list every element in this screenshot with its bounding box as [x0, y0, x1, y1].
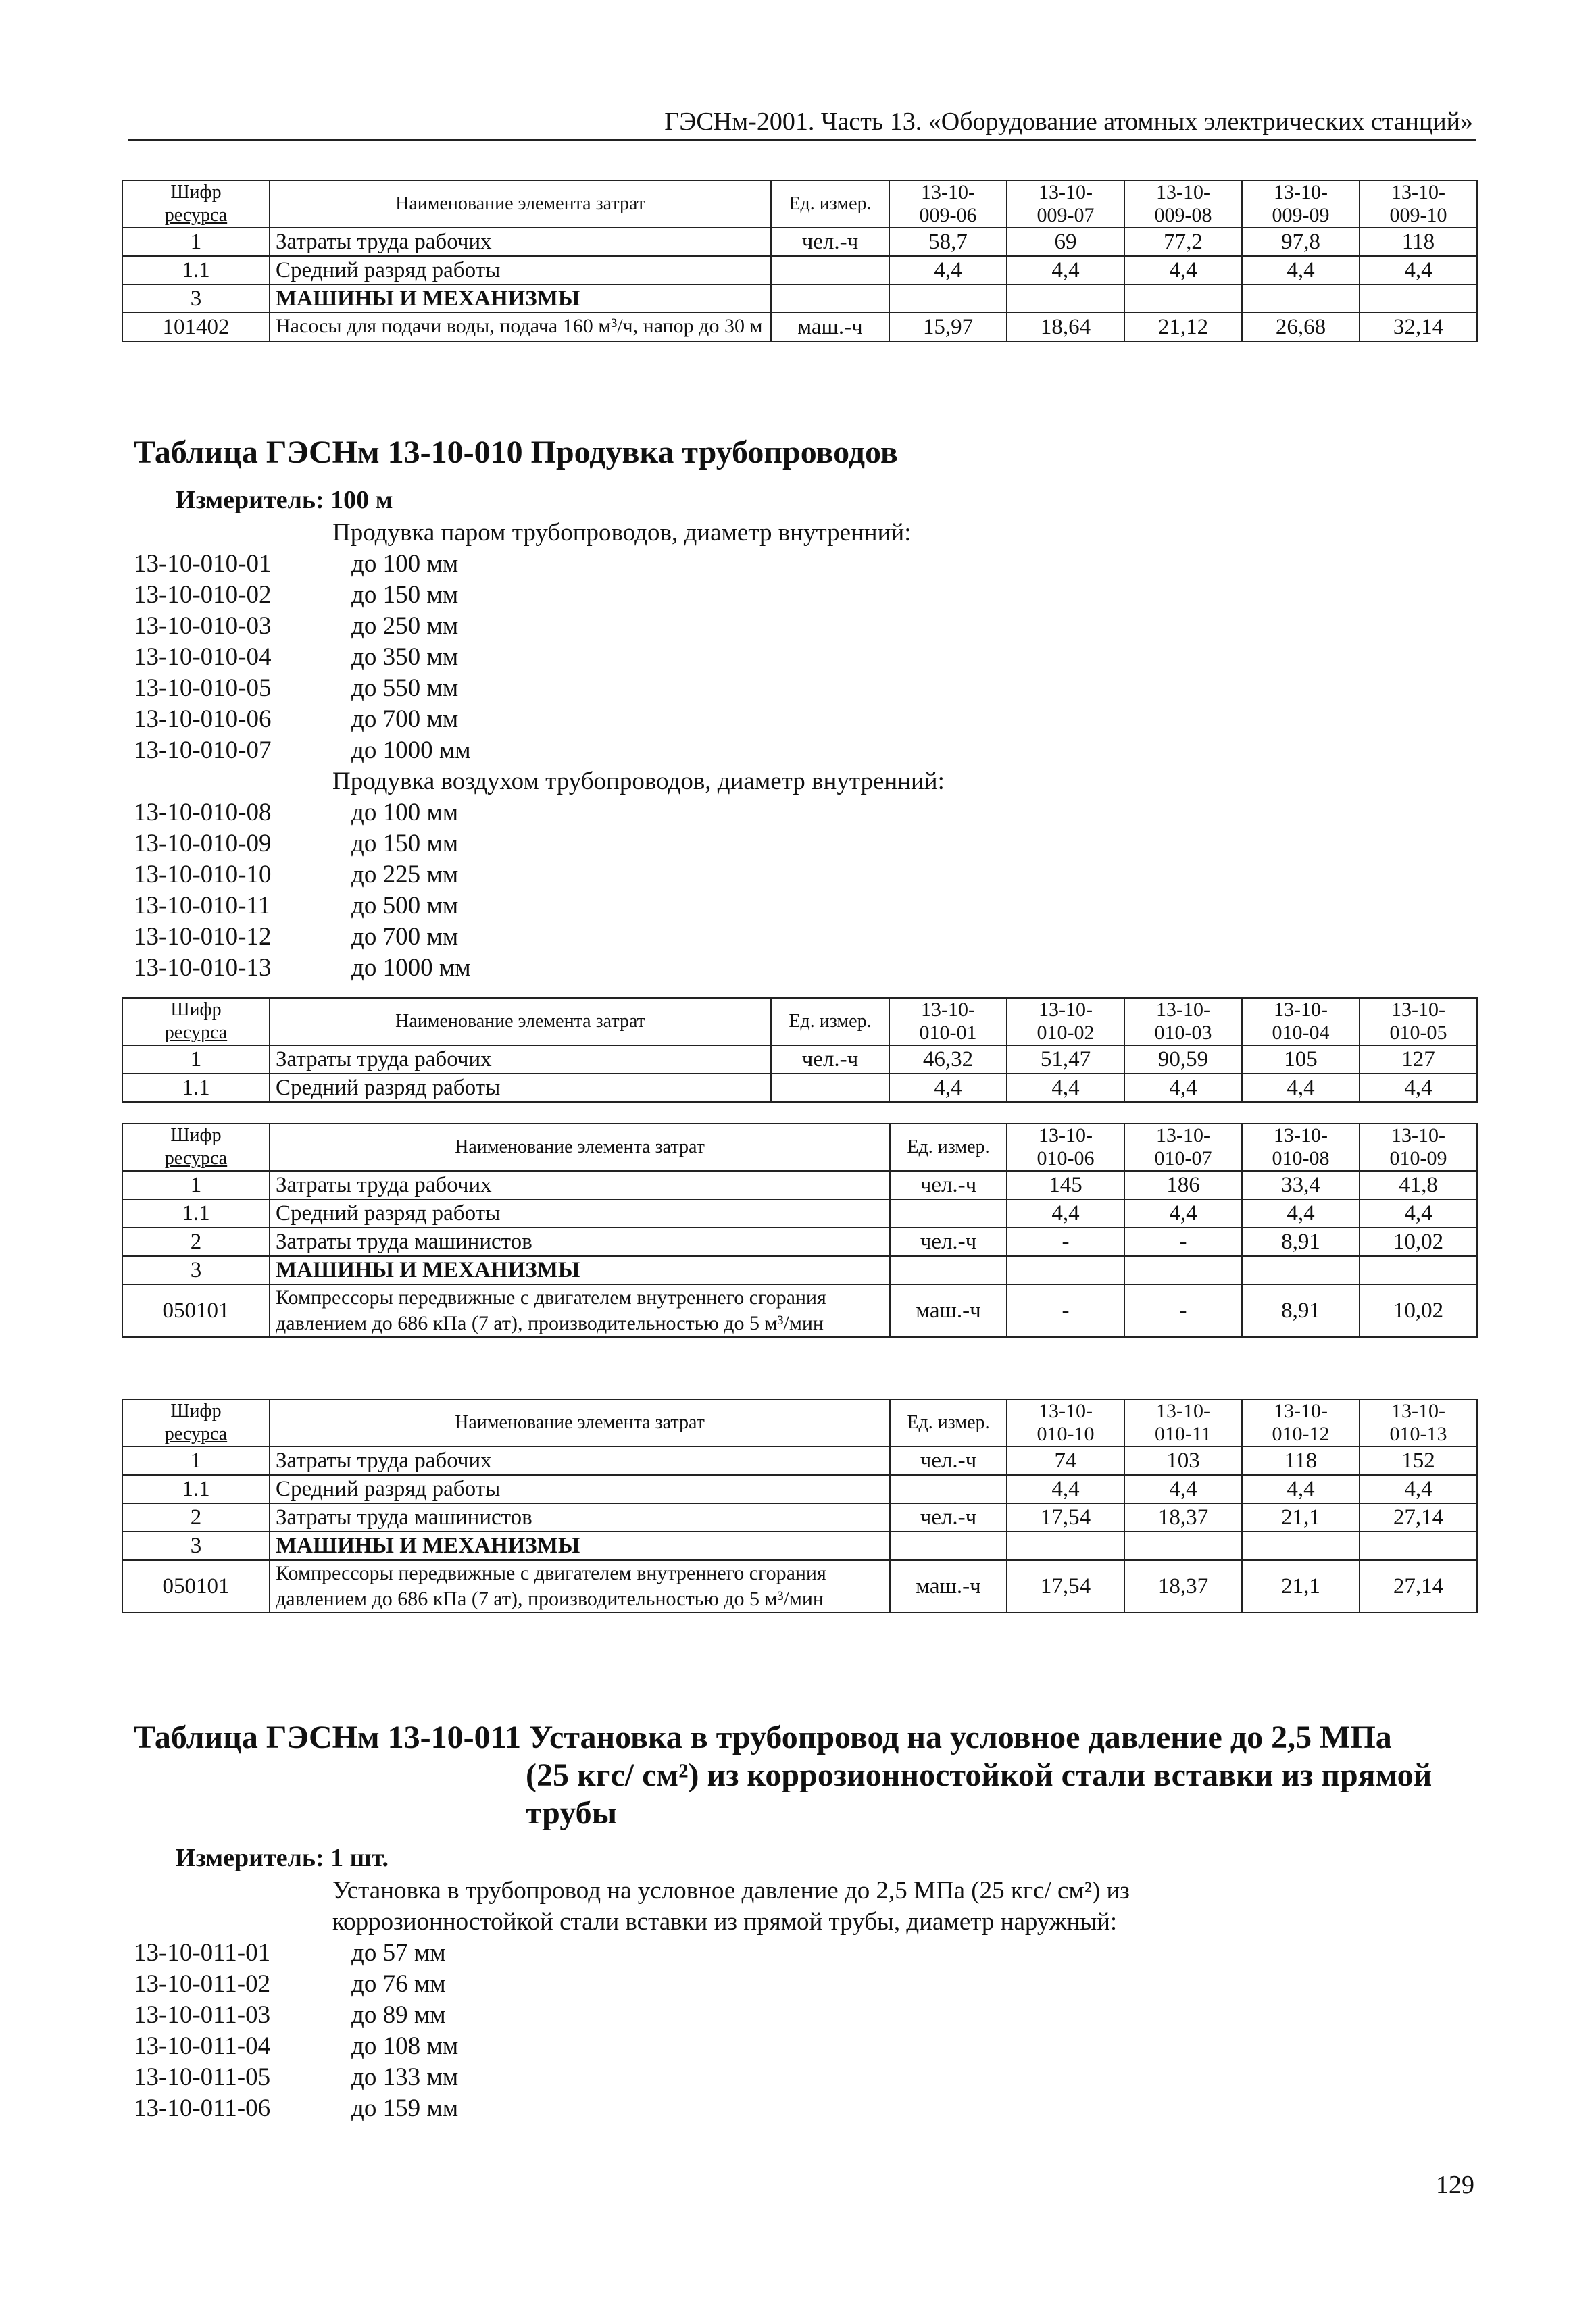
row-value-2: 4,4: [1124, 1074, 1242, 1102]
row-unit: чел.-ч: [771, 1045, 889, 1074]
header-shifr-bottom: ресурса: [164, 1022, 228, 1043]
header-unit: Ед. измер.: [771, 998, 889, 1045]
header-code-bottom: 010-11: [1155, 1423, 1212, 1445]
row-value-0: 17,54: [1007, 1560, 1124, 1613]
row-name: Компрессоры передвижные с двигателем внутреннего сгорания давлением до 686 кПа (7 ат), производительностью до 5 м³/мин: [270, 1560, 890, 1613]
header-shifr-bottom: ресурса: [164, 205, 228, 226]
row-value-3: [1360, 1532, 1477, 1560]
header-code-bottom: 009-09: [1272, 204, 1330, 226]
page-header: ГЭСНм-2001. Часть 13. «Оборудование атомных электрических станций»: [664, 107, 1473, 136]
row-code: 1: [122, 1171, 270, 1199]
header-code-top: 13-10-: [1391, 999, 1445, 1021]
header-code-bottom: 010-08: [1272, 1147, 1330, 1169]
code-list-011: [0, 1938, 1596, 2124]
item-code: 13-10-011-03: [134, 2001, 271, 2029]
row-value-1: 51,47: [1007, 1045, 1124, 1074]
row-value-1: [1124, 1532, 1242, 1560]
resource-table-009: [122, 180, 1478, 342]
row-name: Насосы для подачи воды, подача 160 м³/ч, напор до 30 м: [270, 313, 771, 341]
list-item: [0, 953, 1596, 984]
row-value-0: 74: [1007, 1447, 1124, 1475]
table-row: [122, 1475, 1477, 1503]
header-unit: Ед. измер.: [890, 1399, 1007, 1447]
row-value-1: 4,4: [1007, 1074, 1124, 1102]
list-item: [0, 580, 1596, 611]
item-code: 13-10-011-04: [134, 2032, 271, 2060]
row-value-3: 4,4: [1360, 1199, 1477, 1228]
header-name: Наименование элемента затрат: [270, 180, 771, 228]
header-shifr: [122, 1124, 270, 1171]
header-code-bottom: 010-13: [1389, 1423, 1447, 1445]
code-list-steam: [0, 549, 1596, 766]
row-value-3: 105: [1242, 1045, 1360, 1074]
row-unit: маш.-ч: [771, 313, 889, 341]
row-value-3: 10,02: [1360, 1228, 1477, 1256]
row-value-0: 15,97: [889, 313, 1007, 341]
header-code-1: [1007, 180, 1124, 228]
header-code-2: [1124, 180, 1242, 228]
item-desc: до 1000 мм: [351, 736, 471, 764]
row-value-1: [1007, 284, 1124, 313]
row-name: Средний разряд работы: [270, 256, 771, 284]
row-code: 1: [122, 1447, 270, 1475]
item-code: 13-10-010-05: [134, 674, 272, 702]
row-value-3: [1242, 284, 1360, 313]
row-value-3: 4,4: [1242, 1074, 1360, 1102]
item-desc: до 550 мм: [351, 674, 459, 702]
header-shifr: [122, 1399, 270, 1447]
item-code: 13-10-010-13: [134, 954, 272, 982]
header-shifr-bottom: ресурса: [164, 1424, 228, 1444]
table-row: [122, 1532, 1477, 1560]
resource-table-010-c: [122, 1399, 1478, 1613]
list-item: [0, 890, 1596, 922]
header-code-top: 13-10-: [1039, 999, 1093, 1021]
row-code: 3: [122, 1532, 270, 1560]
header-code-4: [1360, 998, 1477, 1045]
item-code: 13-10-011-02: [134, 1970, 271, 1998]
item-code: 13-10-011-06: [134, 2094, 271, 2122]
row-value-1: 103: [1124, 1447, 1242, 1475]
item-code: 13-10-010-11: [134, 892, 271, 920]
code-list-air: [0, 797, 1596, 984]
header-shifr-top: Шифр: [170, 999, 222, 1020]
table-row: [122, 1199, 1477, 1228]
item-code: 13-10-010-01: [134, 550, 272, 578]
row-unit: маш.-ч: [890, 1284, 1007, 1337]
row-value-3: 97,8: [1242, 228, 1360, 256]
header-code-3: [1360, 1124, 1477, 1171]
row-unit: [771, 256, 889, 284]
section-title-010: Таблица ГЭСНм 13-10-010 Продувка трубопроводов: [134, 434, 898, 470]
row-unit: [771, 284, 889, 313]
header-code-2: [1124, 998, 1242, 1045]
row-name: Затраты труда рабочих: [270, 1045, 771, 1074]
header-shifr-top: Шифр: [170, 1401, 222, 1422]
row-value-2: 77,2: [1124, 228, 1242, 256]
row-value-3: [1360, 1256, 1477, 1284]
header-code-top: 13-10-: [1156, 181, 1210, 203]
row-value-2: 4,4: [1242, 1475, 1360, 1503]
header-code-bottom: 010-10: [1037, 1423, 1095, 1445]
list-item: [0, 922, 1596, 953]
list-item: [0, 735, 1596, 766]
row-value-4: [1360, 284, 1477, 313]
row-value-3: 4,4: [1242, 256, 1360, 284]
row-value-0: [1007, 1532, 1124, 1560]
table-row: [122, 1447, 1477, 1475]
row-value-4: 118: [1360, 228, 1477, 256]
row-value-0: 145: [1007, 1171, 1124, 1199]
page-number: 129: [1436, 2171, 1474, 2199]
header-code-bottom: 009-06: [919, 204, 977, 226]
row-value-2: 8,91: [1242, 1228, 1360, 1256]
header-code-top: 13-10-: [1156, 1124, 1210, 1147]
item-desc: до 159 мм: [351, 2094, 459, 2122]
row-code: 050101: [122, 1560, 270, 1613]
row-value-1: 4,4: [1124, 1199, 1242, 1228]
table-header-row: [122, 1399, 1477, 1447]
item-desc: до 150 мм: [351, 830, 459, 857]
header-code-0: [1007, 1399, 1124, 1447]
header-code-bottom: 010-03: [1154, 1022, 1212, 1044]
header-shifr: [122, 998, 270, 1045]
header-code-1: [1007, 998, 1124, 1045]
header-code-bottom: 010-05: [1389, 1022, 1447, 1044]
list-item: [0, 828, 1596, 859]
row-value-3: 152: [1360, 1447, 1477, 1475]
row-value-2: 33,4: [1242, 1171, 1360, 1199]
list-item: [0, 2062, 1596, 2093]
list-item: [0, 642, 1596, 673]
list-item: [0, 2093, 1596, 2124]
list-item: [0, 549, 1596, 580]
row-value-1: [1124, 1256, 1242, 1284]
header-shifr: [122, 180, 270, 228]
row-value-2: 21,12: [1124, 313, 1242, 341]
item-desc: до 133 мм: [351, 2063, 459, 2091]
header-name: Наименование элемента затрат: [270, 1124, 890, 1171]
row-value-1: 4,4: [1124, 1475, 1242, 1503]
row-unit: чел.-ч: [890, 1228, 1007, 1256]
row-name: МАШИНЫ И МЕХАНИЗМЫ: [270, 1532, 890, 1560]
header-unit: Ед. измер.: [890, 1124, 1007, 1171]
row-value-1: -: [1124, 1284, 1242, 1337]
item-desc: до 700 мм: [351, 923, 459, 951]
item-desc: до 700 мм: [351, 705, 459, 733]
item-desc: до 89 мм: [351, 2001, 446, 2029]
list-item: [0, 2000, 1596, 2031]
row-value-0: [889, 284, 1007, 313]
header-code-bottom: 010-04: [1272, 1022, 1330, 1044]
group-011-heading-line2: коррозионностойкой стали вставки из прямой трубы, диаметр наружный:: [332, 1908, 1118, 1936]
row-code: 1: [122, 1045, 270, 1074]
list-item: [0, 1969, 1596, 2000]
measure-010: Измеритель: 100 м: [176, 486, 393, 514]
row-value-1: 186: [1124, 1171, 1242, 1199]
row-value-0: 4,4: [889, 256, 1007, 284]
header-code-2: [1242, 1124, 1360, 1171]
header-code-top: 13-10-: [1391, 181, 1445, 203]
row-code: 050101: [122, 1284, 270, 1337]
item-desc: до 76 мм: [351, 1970, 446, 1998]
list-item: [0, 611, 1596, 642]
row-value-3: 27,14: [1360, 1503, 1477, 1532]
header-rule: [128, 139, 1476, 141]
header-code-top: 13-10-: [921, 999, 975, 1021]
table-row: [122, 1503, 1477, 1532]
header-code-bottom: 010-07: [1154, 1147, 1212, 1169]
row-value-3: 10,02: [1360, 1284, 1477, 1337]
row-value-4: 127: [1360, 1045, 1477, 1074]
row-unit: [890, 1532, 1007, 1560]
row-value-3: 41,8: [1360, 1171, 1477, 1199]
header-code-bottom: 009-08: [1154, 204, 1212, 226]
header-code-bottom: 010-09: [1389, 1147, 1447, 1169]
table-row: [122, 1284, 1477, 1337]
item-code: 13-10-010-12: [134, 923, 272, 951]
header-shifr-top: Шифр: [170, 1125, 222, 1146]
row-value-4: 4,4: [1360, 256, 1477, 284]
header-code-0: [889, 180, 1007, 228]
row-name: Компрессоры передвижные с двигателем внутреннего сгорания давлением до 686 кПа (7 ат), производительностью до 5 м³/мин: [270, 1284, 890, 1337]
row-unit: чел.-ч: [890, 1171, 1007, 1199]
row-name: Средний разряд работы: [270, 1074, 771, 1102]
row-value-0: -: [1007, 1284, 1124, 1337]
item-code: 13-10-010-09: [134, 830, 272, 857]
row-value-0: 17,54: [1007, 1503, 1124, 1532]
header-code-bottom: 009-10: [1389, 204, 1447, 226]
item-code: 13-10-011-01: [134, 1939, 271, 1967]
row-code: 1.1: [122, 1475, 270, 1503]
row-code: 3: [122, 1256, 270, 1284]
table-row: [122, 1560, 1477, 1613]
list-item: [0, 797, 1596, 828]
table-row: [122, 1045, 1477, 1074]
row-value-3: 4,4: [1360, 1475, 1477, 1503]
row-value-4: 32,14: [1360, 313, 1477, 341]
resource-table-010-b: [122, 1123, 1478, 1338]
row-name: Затраты труда машинистов: [270, 1228, 890, 1256]
row-unit: [890, 1475, 1007, 1503]
header-code-bottom: 010-06: [1037, 1147, 1095, 1169]
row-value-2: 8,91: [1242, 1284, 1360, 1337]
item-desc: до 250 мм: [351, 612, 459, 640]
header-code-1: [1124, 1399, 1242, 1447]
item-desc: до 100 мм: [351, 550, 459, 578]
row-code: 1: [122, 228, 270, 256]
row-name: Затраты труда рабочих: [270, 228, 771, 256]
header-code-top: 13-10-: [1039, 1124, 1093, 1147]
header-code-top: 13-10-: [1391, 1400, 1445, 1422]
table-header-row: [122, 180, 1477, 228]
row-value-2: 90,59: [1124, 1045, 1242, 1074]
header-code-bottom: 010-01: [919, 1022, 977, 1044]
section-title-011-line2: (25 кгс/ см²) из коррозионностойкой стали вставки из прямой: [526, 1757, 1432, 1793]
table-row: [122, 1256, 1477, 1284]
table-row: [122, 1228, 1477, 1256]
item-code: 13-10-010-08: [134, 799, 272, 826]
item-desc: до 350 мм: [351, 643, 459, 671]
group-steam-heading: Продувка паром трубопроводов, диаметр внутренний:: [332, 519, 912, 547]
header-unit: Ед. измер.: [771, 180, 889, 228]
row-value-2: 4,4: [1242, 1199, 1360, 1228]
item-code: 13-10-010-02: [134, 581, 272, 609]
table-header-row: [122, 1124, 1477, 1171]
header-code-top: 13-10-: [1039, 181, 1093, 203]
item-desc: до 150 мм: [351, 581, 459, 609]
item-code: 13-10-010-07: [134, 736, 272, 764]
header-code-top: 13-10-: [1156, 1400, 1210, 1422]
row-value-2: [1124, 284, 1242, 313]
header-code-3: [1242, 998, 1360, 1045]
row-unit: маш.-ч: [890, 1560, 1007, 1613]
header-code-3: [1360, 1399, 1477, 1447]
row-value-0: 4,4: [889, 1074, 1007, 1102]
row-value-0: [1007, 1256, 1124, 1284]
header-code-3: [1242, 180, 1360, 228]
item-desc: до 225 мм: [351, 861, 459, 888]
header-code-bottom: 010-12: [1272, 1423, 1330, 1445]
item-desc: до 500 мм: [351, 892, 459, 920]
row-value-2: 4,4: [1124, 256, 1242, 284]
list-item: [0, 704, 1596, 735]
table-row: [122, 313, 1477, 341]
list-item: [0, 1938, 1596, 1969]
table-row: [122, 228, 1477, 256]
header-code-top: 13-10-: [1039, 1400, 1093, 1422]
item-desc: до 108 мм: [351, 2032, 459, 2060]
header-code-2: [1242, 1399, 1360, 1447]
header-code-bottom: 010-02: [1037, 1022, 1095, 1044]
row-name: МАШИНЫ И МЕХАНИЗМЫ: [270, 1256, 890, 1284]
row-code: 101402: [122, 313, 270, 341]
header-code-top: 13-10-: [1274, 181, 1328, 203]
table-row: [122, 1074, 1477, 1102]
section-title-011-line1: Таблица ГЭСНм 13-10-011 Установка в трубопровод на условное давление до 2,5 МПа: [134, 1719, 1392, 1755]
row-name: Затраты труда рабочих: [270, 1447, 890, 1475]
row-value-1: -: [1124, 1228, 1242, 1256]
item-desc: до 1000 мм: [351, 954, 471, 982]
header-code-top: 13-10-: [1274, 1400, 1328, 1422]
table-row: [122, 1171, 1477, 1199]
row-code: 1.1: [122, 1074, 270, 1102]
row-value-3: 27,14: [1360, 1560, 1477, 1613]
group-air-heading: Продувка воздухом трубопроводов, диаметр внутренний:: [332, 768, 945, 795]
row-code: 1.1: [122, 256, 270, 284]
list-item: [0, 2031, 1596, 2062]
item-desc: до 57 мм: [351, 1939, 446, 1967]
row-name: Затраты труда машинистов: [270, 1503, 890, 1532]
row-code: 2: [122, 1228, 270, 1256]
list-item: [0, 859, 1596, 890]
row-value-1: 69: [1007, 228, 1124, 256]
row-unit: чел.-ч: [890, 1503, 1007, 1532]
header-code-1: [1124, 1124, 1242, 1171]
row-value-0: 46,32: [889, 1045, 1007, 1074]
row-value-0: -: [1007, 1228, 1124, 1256]
row-unit: [890, 1256, 1007, 1284]
row-name: Средний разряд работы: [270, 1199, 890, 1228]
group-011-heading-line1: Установка в трубопровод на условное давление до 2,5 МПа (25 кгс/ см²) из: [332, 1877, 1130, 1905]
item-desc: до 100 мм: [351, 799, 459, 826]
table-row: [122, 256, 1477, 284]
row-value-1: 18,64: [1007, 313, 1124, 341]
row-value-0: 4,4: [1007, 1199, 1124, 1228]
item-code: 13-10-010-04: [134, 643, 272, 671]
row-value-1: 18,37: [1124, 1560, 1242, 1613]
row-code: 1.1: [122, 1199, 270, 1228]
row-value-3: 26,68: [1242, 313, 1360, 341]
row-value-2: [1242, 1256, 1360, 1284]
row-value-4: 4,4: [1360, 1074, 1477, 1102]
row-unit: чел.-ч: [890, 1447, 1007, 1475]
row-unit: чел.-ч: [771, 228, 889, 256]
item-code: 13-10-011-05: [134, 2063, 271, 2091]
header-code-top: 13-10-: [921, 181, 975, 203]
row-value-1: 18,37: [1124, 1503, 1242, 1532]
header-shifr-top: Шифр: [170, 182, 222, 203]
measure-011: Измеритель: 1 шт.: [176, 1844, 389, 1872]
section-title-011-line3: трубы: [526, 1795, 618, 1831]
row-value-2: 118: [1242, 1447, 1360, 1475]
row-code: 2: [122, 1503, 270, 1532]
row-code: 3: [122, 284, 270, 313]
row-value-2: 21,1: [1242, 1503, 1360, 1532]
row-value-0: 4,4: [1007, 1475, 1124, 1503]
resource-table-010-a: [122, 997, 1478, 1103]
header-code-0: [1007, 1124, 1124, 1171]
header-code-top: 13-10-: [1274, 1124, 1328, 1147]
row-unit: [890, 1199, 1007, 1228]
list-item: [0, 673, 1596, 704]
header-code-bottom: 009-07: [1037, 204, 1095, 226]
table-header-row: [122, 998, 1477, 1045]
row-value-2: [1242, 1532, 1360, 1560]
table-row: [122, 284, 1477, 313]
row-value-1: 4,4: [1007, 256, 1124, 284]
header-code-top: 13-10-: [1274, 999, 1328, 1021]
row-name: Средний разряд работы: [270, 1475, 890, 1503]
header-code-top: 13-10-: [1156, 999, 1210, 1021]
item-code: 13-10-010-03: [134, 612, 272, 640]
row-value-2: 21,1: [1242, 1560, 1360, 1613]
header-code-4: [1360, 180, 1477, 228]
row-value-0: 58,7: [889, 228, 1007, 256]
header-name: Наименование элемента затрат: [270, 1399, 890, 1447]
item-code: 13-10-010-10: [134, 861, 272, 888]
header-code-top: 13-10-: [1391, 1124, 1445, 1147]
row-name: МАШИНЫ И МЕХАНИЗМЫ: [270, 284, 771, 313]
item-code: 13-10-010-06: [134, 705, 272, 733]
row-name: Затраты труда рабочих: [270, 1171, 890, 1199]
header-name: Наименование элемента затрат: [270, 998, 771, 1045]
header-shifr-bottom: ресурса: [164, 1148, 228, 1169]
header-code-0: [889, 998, 1007, 1045]
row-unit: [771, 1074, 889, 1102]
